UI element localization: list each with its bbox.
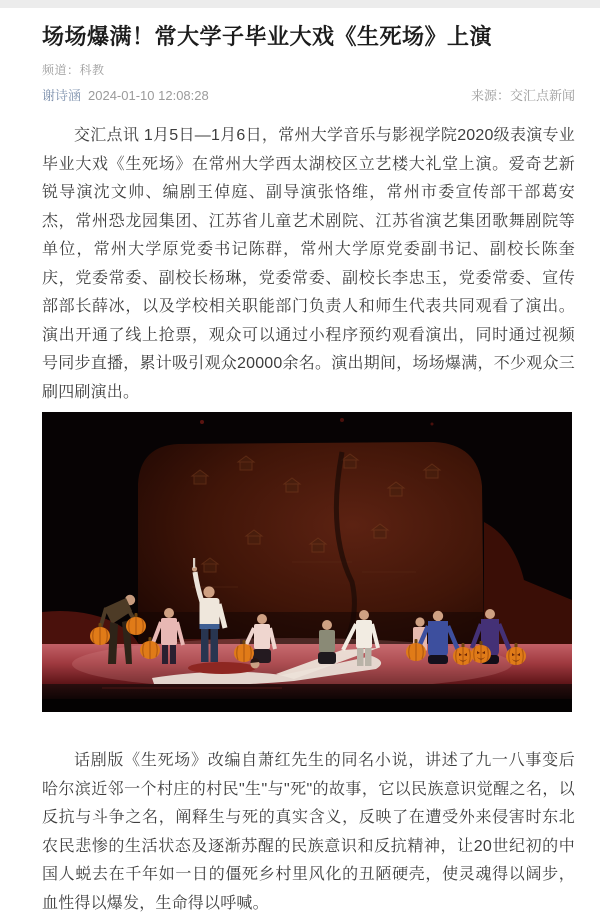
article-photo xyxy=(42,412,572,712)
article-page xyxy=(42,22,575,918)
article-paragraph-1: 交汇点讯 1月5日—1月6日，常州大学音乐与影视学院2020级表演专业毕业大戏《生死场》在常州大学西太湖校区立艺楼大礼堂上演。爱奇艺新锐导演沈文帅、编剧王倬庭、副导演张恪维，常州市委宣传部干部葛安杰，常州恐龙园集团、江苏省儿童艺术剧院、江苏省演艺集团歌舞剧院等单位，常州大学原党委书记陈群，常州大学原党委副书记、副校长陈奎庆，党委常委、副校长杨琳，党委常委、副校长李忠玉，党委常委、宣传部部长薛冰，以及学校相关职能部门负责人和师生代表共同观看了演出。演出开通了线上抢票，观众可以通过小程序预约观看演出，同时通过视频号同步直播，累计吸引观众20000余名。演出期间，场场爆满，不少观众三刷四刷演出。 xyxy=(42,127,575,401)
stage-apron xyxy=(42,684,572,712)
stage-photo-illustration xyxy=(42,412,572,712)
author-link[interactable]: 谢诗涵 xyxy=(42,88,82,104)
publish-datetime: 2024-01-10 12:08:28 xyxy=(88,88,209,104)
carved-village-backdrop xyxy=(138,442,484,650)
author-date-group xyxy=(42,85,209,104)
top-gray-strip xyxy=(0,0,600,8)
article-meta-row xyxy=(42,85,575,104)
article-channel: 频道：科教 xyxy=(42,63,105,78)
article-source: 来源：交汇点新闻 xyxy=(470,88,575,104)
article-paragraph-2: 话剧版《生死场》改编自萧红先生的同名小说，讲述了九一八事变后哈尔滨近邻一个村庄的村民"生"与"死"的故事，它以民族意识觉醒之名，以反抗与斗争之名，阐释生与死的真实含义，反映了在遭受外来侵害时东北农民悲惨的生活状态及逐渐苏醒的民族意识和反抗精神，让20世纪初的中国人蜕去在千年如一日的僵死乡村里风化的丑陋硬壳，使灵魂得以阔步，血性得以爆发，生命得以呼喊。 xyxy=(42,752,575,912)
article-title: 场场爆满！常大学子毕业大戏《生死场》上演 xyxy=(42,24,493,49)
